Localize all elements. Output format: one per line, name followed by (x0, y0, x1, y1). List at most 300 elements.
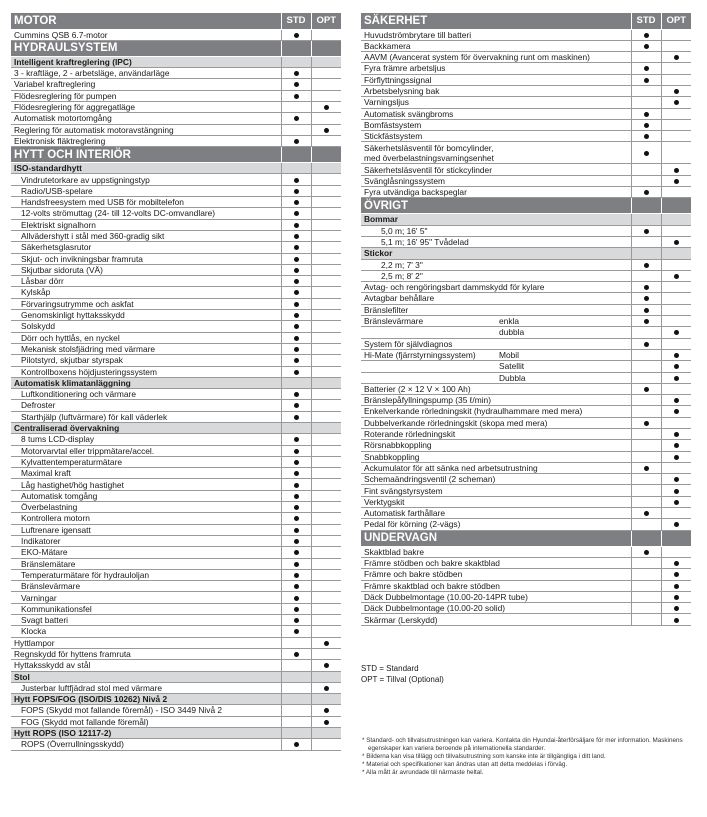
opt-cell (311, 671, 341, 682)
bullet-dot-icon (674, 584, 679, 589)
std-cell (631, 248, 661, 259)
opt-cell (311, 626, 341, 637)
spec-label: Arbetsbelysning bak (361, 85, 631, 96)
spec-row (361, 496, 691, 507)
bullet-dot-icon (644, 296, 649, 301)
spec-row (11, 276, 341, 287)
opt-cell (311, 276, 341, 287)
spec-row (361, 485, 691, 496)
opt-cell (311, 468, 341, 479)
std-cell (281, 219, 311, 230)
bullet-dot-icon (674, 240, 679, 245)
bullet-dot-icon (294, 139, 299, 144)
opt-cell (661, 361, 691, 372)
spec-row (361, 119, 691, 130)
std-cell (631, 74, 661, 85)
opt-cell (311, 101, 341, 112)
spec-row (11, 135, 341, 146)
opt-cell (661, 462, 691, 473)
spec-row (11, 310, 341, 321)
std-cell (631, 236, 661, 247)
bullet-dot-icon (644, 263, 649, 268)
footnote: * Alla mått är avrundade till närmaste heltal. (362, 769, 484, 776)
spec-label: Hyttaksskydd av stål (11, 660, 281, 671)
bullet-dot-icon (294, 279, 299, 284)
spec-row (361, 304, 691, 315)
subsection-title: Intelligent kraftreglering (IPC) (11, 56, 281, 67)
bullet-dot-icon (294, 596, 299, 601)
spec-label: Defroster (11, 400, 281, 411)
spec-label: Roterande rörledningskit (361, 429, 631, 440)
bullet-dot-icon (674, 353, 679, 358)
spec-row (361, 187, 691, 198)
std-cell (281, 124, 311, 135)
spec-label: Automatisk svängbroms (361, 108, 631, 119)
std-cell (281, 456, 311, 467)
bullet-dot-icon (674, 489, 679, 494)
section-title: ÖVRIGT (361, 198, 631, 214)
spec-label: Fyra utvändiga backspeglar (361, 187, 631, 198)
bullet-dot-icon (294, 528, 299, 533)
spec-row (11, 219, 341, 230)
opt-cell (311, 694, 341, 705)
std-cell (631, 372, 661, 383)
spec-label: Pedal för körning (2-vägs) (361, 519, 631, 530)
std-cell (631, 349, 661, 360)
bullet-dot-icon (674, 168, 679, 173)
spec-label: Svagt batteri (11, 615, 281, 626)
bullet-dot-icon (294, 629, 299, 634)
std-cell (281, 411, 311, 422)
section-header (11, 40, 341, 56)
spec-label (361, 142, 631, 164)
legend-opt: OPT = Tillval (Optional) (361, 675, 444, 684)
opt-cell (311, 513, 341, 524)
std-cell (281, 581, 311, 592)
spec-label: Maximal kraft (11, 468, 281, 479)
std-column-header (281, 40, 311, 56)
bullet-dot-icon (324, 720, 329, 725)
opt-cell (311, 739, 341, 750)
spec-label: Främre och bakre stödben (361, 569, 631, 580)
std-cell (631, 614, 661, 625)
bullet-dot-icon (324, 686, 329, 691)
spec-label: EKO-Mätare (11, 547, 281, 558)
opt-cell (661, 338, 691, 349)
spec-row (361, 74, 691, 85)
bullet-dot-icon (644, 342, 649, 347)
footnote: * Bilderna kan visa tillägg och tillvalsutrustning som kanske inte är tillgängliga i ditt land. (362, 753, 606, 760)
spec-row (361, 429, 691, 440)
spec-label (361, 372, 496, 383)
opt-cell (311, 366, 341, 377)
opt-cell (311, 219, 341, 230)
opt-cell (661, 557, 691, 568)
bullet-dot-icon (674, 55, 679, 60)
spec-row (361, 349, 691, 360)
spec-row (11, 705, 341, 716)
spec-row (361, 327, 691, 338)
bullet-dot-icon (294, 742, 299, 747)
bullet-dot-icon (674, 572, 679, 577)
bullet-dot-icon (294, 324, 299, 329)
opt-cell (661, 591, 691, 602)
spec-row (361, 175, 691, 186)
spec-label: Automatisk motortomgång (11, 113, 281, 124)
spec-row (361, 614, 691, 625)
spec-label: Bränslevärmare (11, 581, 281, 592)
bullet-dot-icon (674, 606, 679, 611)
std-column-header (631, 198, 661, 214)
bullet-dot-icon (294, 211, 299, 216)
std-cell (631, 383, 661, 394)
opt-cell (311, 716, 341, 727)
bullet-dot-icon (324, 128, 329, 133)
spec-row (361, 546, 691, 557)
spec-row (11, 68, 341, 79)
spec-row (11, 343, 341, 354)
opt-cell (311, 660, 341, 671)
opt-cell (661, 417, 691, 428)
bullet-dot-icon (294, 257, 299, 262)
spec-row (11, 197, 341, 208)
spec-label: Kylvattentemperaturmätare (11, 456, 281, 467)
bullet-dot-icon (294, 358, 299, 363)
spec-row (11, 569, 341, 580)
bullet-dot-icon (294, 178, 299, 183)
spec-label: Justerbar luftfjädrad stol med värmare (11, 682, 281, 693)
footnote: * Material och specifikationer kan ändras utan att detta meddelas i förväg. (362, 761, 568, 768)
bullet-dot-icon (644, 112, 649, 117)
spec-label: Avtag- och rengöringsbart dammskydd för kylare (361, 282, 631, 293)
opt-cell (311, 592, 341, 603)
spec-label: Flödesreglering för aggregatläge (11, 101, 281, 112)
spec-label: Bränslevärmare (361, 316, 496, 327)
subsection-header (11, 377, 341, 388)
opt-cell (661, 569, 691, 580)
opt-cell (661, 85, 691, 96)
bullet-dot-icon (674, 561, 679, 566)
spec-label: Huvudströmbrytare till batteri (361, 29, 631, 40)
spec-row (11, 581, 341, 592)
spec-row (11, 101, 341, 112)
bullet-dot-icon (674, 398, 679, 403)
spec-row (11, 502, 341, 513)
subsection-title: Bommar (361, 214, 631, 225)
spec-label: ROPS (Överrullningsskydd) (11, 739, 281, 750)
spec-row (361, 372, 691, 383)
bullet-dot-icon (294, 494, 299, 499)
spec-row (361, 580, 691, 591)
opt-cell (311, 377, 341, 388)
spec-variant: Mobil (496, 349, 631, 360)
spec-label: Radio/USB-spelare (11, 185, 281, 196)
std-cell (281, 626, 311, 637)
spec-label: Främre skaktblad och bakre stödben (361, 580, 631, 591)
std-cell (631, 85, 661, 96)
opt-cell (311, 264, 341, 275)
opt-cell (311, 29, 341, 40)
opt-column-header: OPT (311, 13, 341, 29)
bullet-dot-icon (644, 511, 649, 516)
opt-cell (661, 508, 691, 519)
spec-row (361, 395, 691, 406)
section-header (361, 13, 691, 29)
opt-cell (311, 343, 341, 354)
opt-cell (661, 614, 691, 625)
spec-label: Kontrollboxens höjdjusteringssystem (11, 366, 281, 377)
opt-cell (661, 214, 691, 225)
spec-row (11, 389, 341, 400)
std-cell (281, 377, 311, 388)
spec-label: Kylskåp (11, 287, 281, 298)
spec-label: Cummins QSB 6.7-motor (11, 29, 281, 40)
spec-label: Bomfästsystem (361, 119, 631, 130)
spec-label: Verktygskit (361, 496, 631, 507)
bullet-dot-icon (674, 89, 679, 94)
bullet-dot-icon (674, 522, 679, 527)
bullet-dot-icon (294, 94, 299, 99)
spec-row (361, 451, 691, 462)
bullet-dot-icon (674, 500, 679, 505)
std-cell (631, 519, 661, 530)
std-cell (281, 253, 311, 264)
std-cell (281, 113, 311, 124)
bullet-dot-icon (674, 443, 679, 448)
std-cell (281, 264, 311, 275)
spec-variant: enkla (496, 316, 631, 327)
std-cell (281, 705, 311, 716)
opt-cell (661, 293, 691, 304)
std-cell (631, 451, 661, 462)
spec-label: Hyttlampor (11, 637, 281, 648)
opt-cell (661, 282, 691, 293)
opt-cell (311, 434, 341, 445)
std-cell (281, 479, 311, 490)
opt-column-header (311, 40, 341, 56)
opt-cell (311, 648, 341, 659)
spec-row (11, 626, 341, 637)
opt-cell (661, 63, 691, 74)
std-cell (631, 225, 661, 236)
spec-label: Låg hastighet/hög hastighet (11, 479, 281, 490)
spec-row (11, 208, 341, 219)
spec-row (11, 592, 341, 603)
std-cell (631, 338, 661, 349)
subsection-header (11, 671, 341, 682)
opt-cell (311, 705, 341, 716)
spec-row (11, 637, 341, 648)
spec-row (11, 716, 341, 727)
opt-cell (661, 97, 691, 108)
std-column-header (281, 147, 311, 163)
opt-cell (661, 304, 691, 315)
opt-cell (311, 389, 341, 400)
bullet-dot-icon (294, 562, 299, 567)
opt-cell (311, 423, 341, 434)
subsection-title: Hytt FOPS/FOG (ISO/DIS 10262) Nivå 2 (11, 694, 281, 705)
opt-cell (311, 332, 341, 343)
std-cell (631, 496, 661, 507)
bullet-dot-icon (644, 550, 649, 555)
spec-label: Elektriskt signalhorn (11, 219, 281, 230)
std-column-header: STD (281, 13, 311, 29)
spec-row (361, 142, 691, 164)
spec-row (11, 524, 341, 535)
opt-cell (661, 40, 691, 51)
std-cell (281, 298, 311, 309)
section-title: UNDERVAGN (361, 530, 631, 546)
std-cell (281, 615, 311, 626)
spec-row (11, 547, 341, 558)
left-spec-column (11, 13, 341, 751)
bullet-dot-icon (674, 477, 679, 482)
std-cell (281, 569, 311, 580)
bullet-dot-icon (294, 652, 299, 657)
std-cell (281, 355, 311, 366)
spec-label: Skaktblad bakre (361, 546, 631, 557)
std-cell (281, 29, 311, 40)
opt-cell (661, 580, 691, 591)
spec-row (11, 513, 341, 524)
opt-cell (311, 124, 341, 135)
opt-cell (661, 349, 691, 360)
spec-label: Vindrutetorkare av uppstigningstyp (11, 174, 281, 185)
std-cell (281, 660, 311, 671)
spec-row (361, 108, 691, 119)
section-header (11, 13, 341, 29)
section-header (361, 530, 691, 546)
opt-cell (311, 185, 341, 196)
opt-cell (661, 485, 691, 496)
opt-cell (311, 355, 341, 366)
bullet-dot-icon (674, 432, 679, 437)
opt-cell (311, 163, 341, 174)
std-cell (631, 259, 661, 270)
spec-label: Elektronisk fläktreglering (11, 135, 281, 146)
spec-label: Bränslemätare (11, 558, 281, 569)
spec-row (361, 293, 691, 304)
spec-row (11, 242, 341, 253)
bullet-dot-icon (644, 33, 649, 38)
std-cell (281, 445, 311, 456)
spec-row (361, 40, 691, 51)
spec-label: Överbelastning (11, 502, 281, 513)
spec-label: System för självdiagnos (361, 338, 631, 349)
opt-cell (311, 728, 341, 739)
std-cell (631, 40, 661, 51)
opt-cell (311, 479, 341, 490)
spec-label: Genomskinligt hyttaksskydd (11, 310, 281, 321)
std-cell (631, 316, 661, 327)
bullet-dot-icon (674, 100, 679, 105)
spec-row (361, 474, 691, 485)
opt-cell (311, 79, 341, 90)
spec-label: FOPS (Skydd mot fallande föremål) - ISO 3449 Nivå 2 (11, 705, 281, 716)
opt-cell (311, 547, 341, 558)
spec-label-line: med överbelastningsvarningsenhet (364, 152, 494, 163)
opt-cell (661, 451, 691, 462)
bullet-dot-icon (294, 471, 299, 476)
opt-cell (661, 119, 691, 130)
spec-row (361, 417, 691, 428)
std-cell (631, 417, 661, 428)
std-cell (631, 429, 661, 440)
std-cell (281, 694, 311, 705)
opt-cell (661, 496, 691, 507)
spec-row (11, 174, 341, 185)
spec-row (11, 253, 341, 264)
spec-row (11, 615, 341, 626)
spec-row (361, 52, 691, 63)
spec-label: Fyra främre arbetsljus (361, 63, 631, 74)
spec-label: Schemaändringsventil (2 scheman) (361, 474, 631, 485)
std-cell (281, 332, 311, 343)
spec-label: Klocka (11, 626, 281, 637)
spec-row (11, 456, 341, 467)
spec-label: Säkerhetsglasrutor (11, 242, 281, 253)
spec-label: Ackumulator för att sänka ned arbetsutrustning (361, 462, 631, 473)
spec-label: Automatisk tomgång (11, 490, 281, 501)
spec-row (11, 411, 341, 422)
opt-cell (661, 546, 691, 557)
std-cell (631, 508, 661, 519)
std-cell (281, 400, 311, 411)
opt-cell (661, 248, 691, 259)
bullet-dot-icon (644, 123, 649, 128)
opt-cell (661, 259, 691, 270)
spec-label: Varningar (11, 592, 281, 603)
bullet-dot-icon (294, 403, 299, 408)
std-cell (631, 164, 661, 175)
subsection-header (11, 694, 341, 705)
spec-label: 2,2 m; 7' 3" (361, 259, 631, 270)
section-title: MOTOR (11, 13, 281, 29)
bullet-dot-icon (294, 336, 299, 341)
opt-cell (661, 131, 691, 142)
spec-row (361, 131, 691, 142)
bullet-dot-icon (294, 449, 299, 454)
opt-cell (661, 406, 691, 417)
std-cell (281, 185, 311, 196)
subsection-title: Automatisk klimatanläggning (11, 377, 281, 388)
bullet-dot-icon (324, 663, 329, 668)
bullet-dot-icon (674, 455, 679, 460)
spec-row (361, 591, 691, 602)
bullet-dot-icon (294, 290, 299, 295)
std-cell (631, 52, 661, 63)
std-cell (631, 304, 661, 315)
spec-row (11, 366, 341, 377)
opt-cell (311, 321, 341, 332)
bullet-dot-icon (294, 302, 299, 307)
spec-label: Luftrenare igensatt (11, 524, 281, 535)
opt-cell (311, 197, 341, 208)
spec-label: Allvädershytt i stål med 360-gradig sikt (11, 230, 281, 241)
spec-row (11, 682, 341, 693)
bullet-dot-icon (294, 550, 299, 555)
std-cell (631, 569, 661, 580)
spec-label: Förflyttningssignal (361, 74, 631, 85)
spec-row (11, 287, 341, 298)
spec-label: Däck Dubbelmontage (10.00-20 solid) (361, 603, 631, 614)
spec-label: Handsfreesystem med USB för mobiltelefon (11, 197, 281, 208)
subsection-header (361, 214, 691, 225)
opt-cell (311, 90, 341, 101)
bullet-dot-icon (644, 319, 649, 324)
spec-label: Mekanisk stolsfjädring med värmare (11, 343, 281, 354)
spec-label: Förvaringsutrymme och askfat (11, 298, 281, 309)
